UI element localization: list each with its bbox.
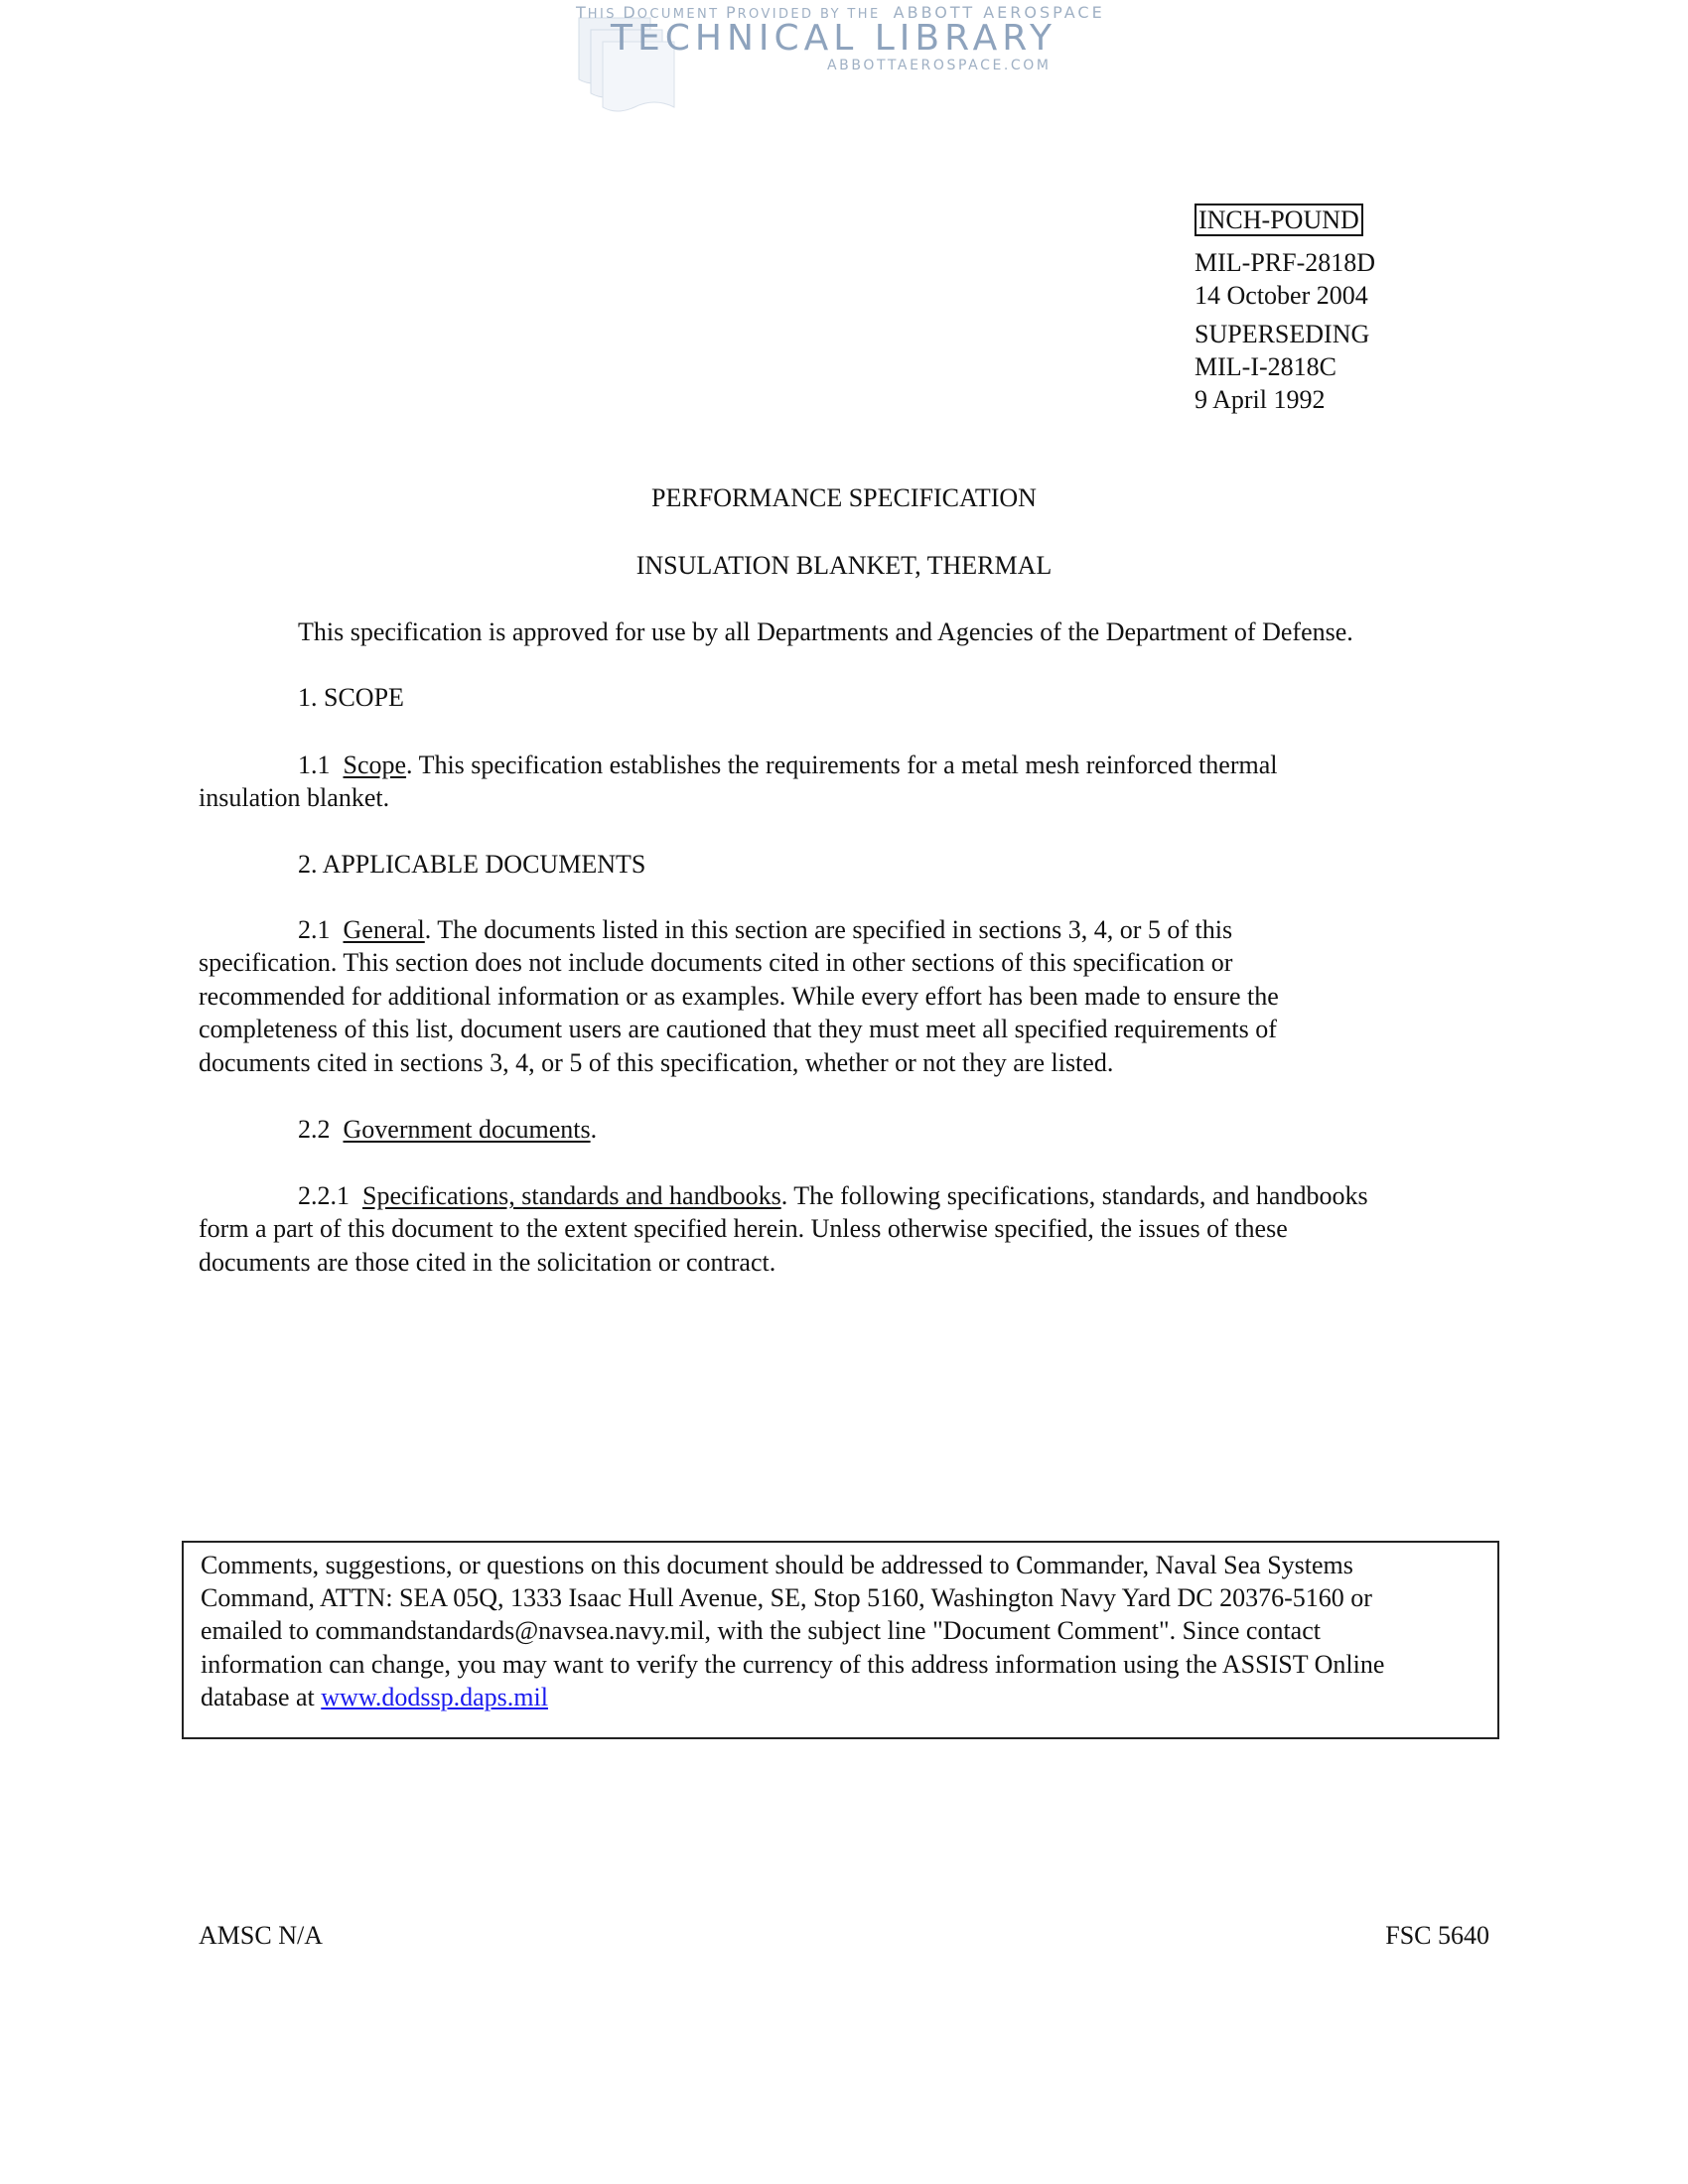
comments-line: Command, ATTN: SEA 05Q, 1333 Isaac Hull Avenue, SE, Stop 5160, Washington Navy Yard DC 20376-5160 or [201, 1583, 1372, 1612]
superseded-date: 9 April 1992 [1195, 385, 1326, 414]
superseding-label: SUPERSEDING [1195, 320, 1370, 348]
spec-subject-title: INSULATION BLANKET, THERMAL [635, 551, 1053, 580]
section-number: 2.2.1 [298, 1181, 350, 1210]
section-2-1-line: documents cited in sections 3, 4, or 5 of this specification, whether or not they are listed. [199, 1048, 1114, 1077]
unit-system-badge [1195, 204, 1363, 236]
section-2-2-1-line1 [298, 1179, 1368, 1212]
section-number: 2.1 [298, 915, 331, 944]
section-text: . The following specifications, standards, and handbooks [780, 1181, 1368, 1210]
superseded-number: MIL-I-2818C [1195, 352, 1336, 381]
section-title: Scope [343, 751, 407, 779]
section-2-2-1-line: documents are those cited in the solicitation or contract. [199, 1248, 776, 1277]
watermark-provided-by: THIS DOCUMENT PROVIDED BY THE ABBOTT AEROSPACE [576, 3, 1105, 22]
footer-fsc: FSC 5640 [1385, 1921, 1489, 1950]
doc-number: MIL-PRF-2818D [1195, 248, 1376, 277]
comments-last-line [201, 1681, 548, 1713]
watermark-logo [571, 0, 1105, 114]
section-2-1-line1 [298, 913, 1232, 946]
section-title: General [343, 915, 425, 944]
comments-prefix: database at [201, 1683, 322, 1711]
section-text: . The documents listed in this section are specified in sections 3, 4, or 5 of this [424, 915, 1233, 944]
comments-line: Comments, suggestions, or questions on this document should be addressed to Commander, Naval Sea Systems [201, 1551, 1353, 1579]
section-text: . This specification establishes the requirements for a metal mesh reinforced thermal [406, 751, 1278, 779]
doc-date: 14 October 2004 [1195, 281, 1368, 310]
section-1-1-line2: insulation blanket. [199, 783, 390, 812]
comments-line: information can change, you may want to verify the currency of this address information using the ASSIST Online [201, 1650, 1385, 1679]
section-title: Government documents [343, 1115, 591, 1144]
section-2-1-line: specification. This section does not include documents cited in other sections of this specification or [199, 948, 1233, 977]
section-number: 1.1 [298, 751, 331, 779]
comments-line: emailed to commandstandards@navsea.navy.mil, with the subject line "Document Comment". Since contact [201, 1616, 1321, 1645]
watermark-url: ABBOTTAEROSPACE.COM [827, 58, 1052, 73]
section-2-1-line: recommended for additional information or as examples. While every effort has been made to ensure the [199, 982, 1279, 1011]
section-number: 2.2 [298, 1115, 331, 1144]
section-2-1-line: completeness of this list, document users are cautioned that they must meet all specified requirements of [199, 1015, 1277, 1043]
watermark-title: TECHNICAL LIBRARY [611, 18, 1057, 59]
section-title: Specifications, standards and handbooks [362, 1181, 781, 1210]
section-1-heading: 1. SCOPE [298, 683, 404, 712]
spec-type-title: PERFORMANCE SPECIFICATION [651, 483, 1037, 512]
approval-statement: This specification is approved for use by all Departments and Agencies of the Department of Defense. [298, 617, 1353, 646]
footer-amsc: AMSC N/A [199, 1921, 323, 1950]
section-2-2-heading [298, 1113, 597, 1146]
section-2-2-1-line: form a part of this document to the extent specified herein. Unless otherwise specified, the issues of these [199, 1214, 1288, 1243]
inch-pound-label: INCH-POUND [1195, 204, 1363, 236]
section-end: . [590, 1115, 598, 1144]
comments-box [182, 1541, 1499, 1739]
section-1-1-line1 [298, 749, 1277, 781]
assist-online-link[interactable]: www.dodssp.daps.mil [321, 1683, 548, 1711]
section-2-heading: 2. APPLICABLE DOCUMENTS [298, 850, 646, 879]
